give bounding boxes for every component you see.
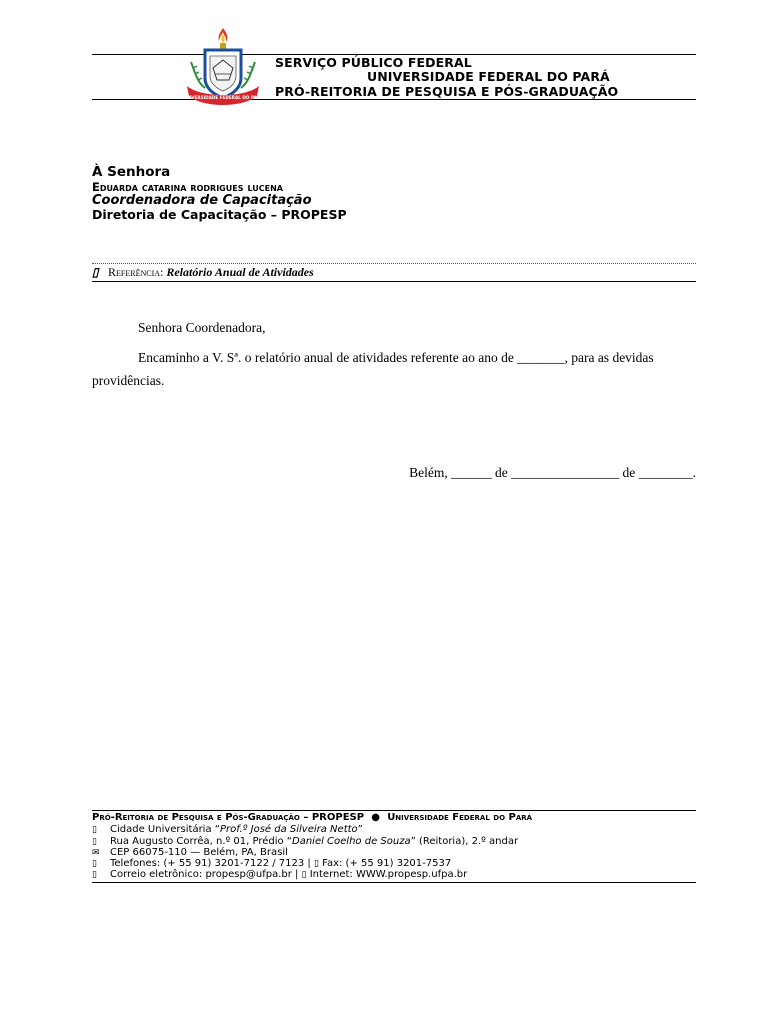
reference-line (92, 265, 314, 280)
footer-cep: CEP 66075-110 — Belém, PA, Brasil (110, 847, 288, 858)
footer-title-line (92, 812, 532, 823)
reference-top-rule (92, 263, 696, 264)
footer-top-rule (92, 810, 696, 811)
footer-website: Internet: WWW.propesp.ufpa.br (309, 869, 468, 880)
reference-subject: Relatório Anual de Atividades (166, 265, 314, 279)
recipient-name: Eduarda catarina rodrigues lucena (92, 180, 283, 194)
footer-line-address (92, 836, 518, 847)
footer-bottom-rule (92, 882, 696, 883)
globe-icon: ▯ (301, 870, 307, 880)
footer-address-suffix: ” (Reitoria), 2.º andar (410, 836, 519, 847)
header-line-service: SERVIÇO PÚBLICO FEDERAL (275, 55, 472, 70)
header-line-propesp: PRÓ-REITORIA DE PESQUISA E PÓS-GRADUAÇÃO (275, 84, 619, 99)
letter-paragraph-line2: providências. (92, 373, 165, 388)
ufpa-logo (183, 26, 263, 116)
footer-campus-name: Prof.º José da Silveira Netto (219, 824, 358, 835)
bullet-icon: ● (371, 812, 380, 823)
letter-paragraph-line1: Encaminho a V. Sª. o relatório anual de atividades referente ao ano de _______, para as devidas (138, 350, 654, 365)
footer-line-cep (92, 847, 288, 858)
footer-campus-suffix: ” (357, 824, 363, 835)
recipient-salutation: À Senhora (92, 164, 171, 180)
header-line-university: UNIVERSIDADE FEDERAL DO PARÁ (367, 69, 610, 84)
mail-icon: ✉ (92, 848, 100, 858)
footer-title-right: Universidade Federal do Pará (387, 812, 533, 823)
letter-date-line: Belém, ______ de ________________ de ________. (409, 465, 696, 480)
svg-text:UNIVERSIDADE FEDERAL DO PARÁ: UNIVERSIDADE FEDERAL DO PARÁ (183, 95, 263, 100)
recipient-dept: Diretoria de Capacitação – PROPESP (92, 207, 347, 222)
reference-bottom-rule (92, 281, 696, 282)
fax-icon: ▯ (313, 859, 319, 869)
footer-address-prefix: Rua Augusto Corrêa, n.º 01, Prédio “ (110, 836, 292, 847)
footer-line-phone (92, 858, 451, 869)
letter-greeting: Senhora Coordenadora, (138, 320, 266, 335)
footer-building-name: Daniel Coelho de Souza (292, 836, 411, 847)
footer-fax: Fax: (+ 55 91) 3201-7537 (322, 858, 452, 869)
footer-line-email (92, 869, 467, 880)
footer-line-campus (92, 824, 363, 835)
footer-campus-prefix: Cidade Universitária “ (110, 824, 220, 835)
footer-email: Correio eletrônico: propesp@ufpa.br | (110, 869, 299, 880)
reference-label: Referência: (108, 265, 164, 279)
reference-marker-icon: ▯ (92, 265, 99, 279)
footer-phone: Telefones: (+ 55 91) 3201-7122 / 7123 | (110, 858, 311, 869)
footer-title: Pró-Reitoria de Pesquisa e Pós-Graduação – PROPESP (92, 812, 365, 823)
email-icon: ▯ (92, 870, 97, 880)
building-icon: ▯ (92, 825, 97, 835)
phone-icon: ▯ (92, 859, 97, 869)
recipient-role: Coordenadora de Capacitação (92, 193, 312, 208)
location-icon: ▯ (92, 837, 97, 847)
